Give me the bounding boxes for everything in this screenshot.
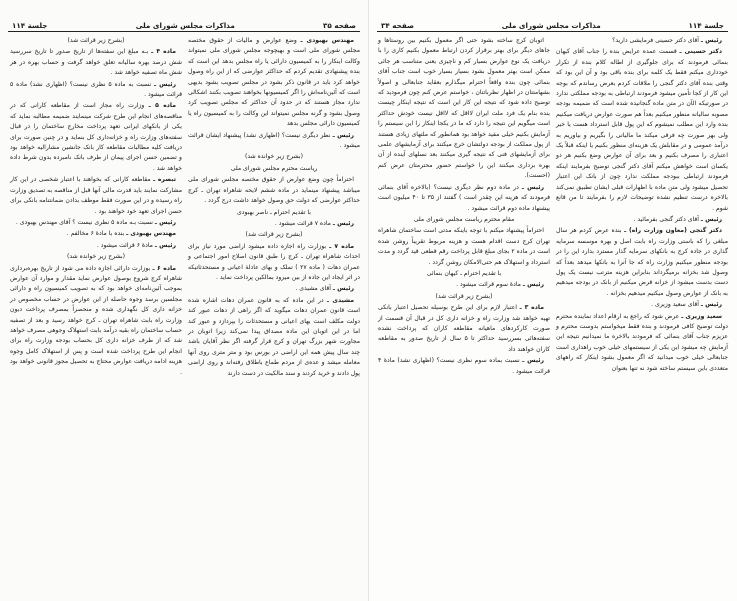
paragraph	[378, 356, 550, 377]
reading-note: ریاست محترم مجلس شورای ملی	[230, 164, 318, 172]
paragraph-text: وزارت راه مجاز است از مقاطعه کارانی که در مناقصه‌های انجام این طرح شرکت مینمایند ضمیمه مطالبه نماید که یکی از بانکهای ایرانی تعهد پرداخت مخارج ساختمان را در قبال سفته‌های وزارت راه و خزانه‌داری کل بنماید و در چنین صورت برای دریافت کلیه مطالبات مقاطعه کار بانک جانشین مشارالیه خواهد بود و تضمین حسن اجرای پیمان از طرف بانک نامبرده بدون شرط داده خواهد شد .	[10, 102, 182, 172]
paragraph	[10, 47, 182, 78]
speaker-label: رئیس ـ	[332, 285, 354, 293]
right-page-header	[377, 18, 728, 32]
speaker-label: رئیس ـ	[154, 241, 176, 249]
paragraph	[556, 47, 728, 214]
paragraph	[556, 300, 728, 310]
paragraph	[556, 215, 728, 225]
paragraph-text: مادهٔ سوم قرائت میشود .	[456, 281, 521, 289]
paragraph-text: وضع عوارض و مالیات از حقوق مختصه مجلس شورای ملی است و بهیچوجه مجلس شورای ملی نمیتواند وکالت اینکار را به کمیسیون دارائی یا راه مجلس بدهد این است که بنده پیشنهادی تقدیم کردم که حداکثر عوارضی که از این راه وصول خواهد کرد باید در قانون ذکر بشود در مجلس تصویب بشود بدیهی است که آئین‌نامه‌اش را اگر کمیسیونها بخواهند تصویب بکنند اشکالی ندارد مجاز هستند که در حدود آن حداکثر که مجلس تصویب کرد وصول بشود و گرنه مجلس نمیتواند این وکالت را به کمیسیون راه یا کمیسیون دارائی مجلس بدهد	[188, 37, 360, 128]
right-page-right-column	[556, 36, 728, 378]
speaker-label: رئیس ـ	[521, 183, 544, 191]
speaker-label: مهندس بهبودی ـ	[126, 230, 176, 238]
reading-note: (بشرح زیر قرائت شد)	[435, 292, 493, 300]
reading-note: (بشرح زیر قرائت شد)	[245, 231, 303, 239]
page-number: صفحه ۳۴	[381, 21, 414, 30]
paragraph-text: مقاطعه کارانی که بخواهند با اعتبار شخصی در این کار مشارکت نمایند باید قدرت مالی آنها قبل از مناقصه به تصدیق وزارت راه رسیده و در این صورت فقط موظف بدادن ضمانتنامه بانکی برای حسن اجرای تعهد خود خواهند بود .	[10, 176, 182, 215]
paragraph-text: بـه مبلغ این سفته‌ها از تاریخ صدور تا تاریخ سررسید شش درصد بهره سالیانه تعلق خواهد گرفت و حساب بهره در هر شش ماه تصفیه خواهد شد .	[10, 48, 182, 77]
reading-note: (بشرح زیر قرائت شد)	[67, 37, 125, 44]
paragraph-text: نسبت بـه ماده ۵ نظری نیست ؟ آقای مهندس بهبودی .	[15, 218, 153, 226]
speaker-label: دکتر گنجی (معاون وزارت راه) ـ	[624, 227, 723, 235]
paragraph	[188, 131, 360, 152]
speaker-label: رئیس ـ	[700, 37, 722, 44]
speaker-label: ماده ۵ ـ	[148, 102, 176, 110]
speaker-label: رئیس ـ	[154, 80, 177, 88]
left-page-header	[8, 18, 360, 32]
speaker-label: رئیس ـ	[700, 215, 722, 223]
paragraph-text: در این ماده که به قانون عمران دهات اشاره شده است قانون عمران دهات میگوید که اگر راهی از دهات عبور کند دولت مکلف است بهای اعیانی و مستحدثات را بپردازد و عبور کند اما در این اتوبان این ماده مصداق پیدا نمی‌کند زیرا اتوبان در مجاورت شهر بزرگ تهران و کرج قرار گرفته اگر نظر آقایان باشد چند سال پیش همه این اراضی در بورس بود و متر متری روی آنها معامله میشد و عده‌ی از مردم طماع باطلاق رفته‌اند و روی اراضی پول دادند و خرید کردند و سند مالکیت در دست دارند	[188, 296, 360, 377]
right-page-left-column	[378, 36, 550, 378]
paragraph	[188, 219, 360, 229]
paragraph-text: اتوبان کرج ساخته بشود حتی اگر معمول بکنیم بین روستاها و جاهای دیگر برای بهتر برقرار کردن ارتباط معمول بکنیم کاری را با دریافت یک نوع عوارض بسیار کم و ناچیزی یعنی متناسب هر جائی ممکن است بهتر معمول بشود بسیار بسیار خوب است جناب آقای بنمائی چون بنده واقعاً احترام میگذارم بعقاید جنابعالی و اصولاً بشهامتتان در اظهار نظرباتتان ، خواستم عرض کنم چون فرمودید که توضیح داده شود که نتیجه این کار این است که نتیجه اینکار چیست بنده بنام یک فرد ملت ایران لااقل که لااقل نیست خودش حداکثر است میگویم این نتیجه را دارد که ما در یکجا اینکار را این سیستم را آزمایش بکنیم خیلی مفید خواهد بود همانطور که ملتهای زیادی هستند از پول مملکت از بودجه دولتشان خرج میکنند برای آزمایشهای علمی برای آزمایشهای فنی که نتیجه گیری میکنند بعد نسلهای آینده از آن بهره برداری میکنند این را خواستم حضور محترمتان عرض کنم (احسنت).	[378, 37, 550, 180]
speaker-label: سعید وزیری ـ	[681, 312, 722, 320]
paragraph-text: آقای دکتر حسینی فرمایشی دارید؟	[612, 37, 699, 44]
paragraph	[188, 296, 360, 379]
running-title: مذاکرات مجلس شورای ملی	[135, 21, 235, 30]
paragraph-text: نظر دیگری نیست؟ (اظهاری نشد) پیشنهاد ایشان قرائت میشود .	[188, 131, 360, 150]
session-number: جلسة ۱۱۴	[12, 21, 48, 30]
paragraph	[378, 183, 550, 214]
reading-note: مقام محترم ریاست مجلس شورای ملی	[413, 215, 515, 223]
paragraph-text: بوزارت دارائی اجازه داده می شود از تاریخ بهره‌برداری شاهراه کرج شروع بوصول عوارض نماید مقدار و موارد آن عوارض بموجب آئین‌نامه‌ای خواهد بود که به تصویب کمیسیون راه و دارائی مجلسین برسد وجوه حاصله از این عوارض در حساب مخصوص در خزانه داری کل نگهداری شده و منحصراً بمصرف پرداخت دیون وزارت راه بابت شاهراه تهران ـ کرج خواهد رسید و بعد از تصفیه حساب ساختمان راه بقیه درآمد بابت استهلاک وجوهی مصرف خواهد شد که از طرف خزانه داری کل بحساب بودجه وزارت راه برای انجام این طرح پرداخت شده است و پس از استهلاک کامل وجوه هزینه ادامه دریافت عوارض محتاج به تحصیل مجوز قانونی خواهد بود .	[10, 264, 182, 376]
left-page-left-column	[10, 36, 182, 380]
paragraph-text: احتراماً چون وضع عوارض از حقوق مختصه مجلس شورای ملی میباشد پیشنهاد مینماید در ماده ششم لایحه شاهراه تهران ـ کرج حداکثر عوارضی که دولت حق وصول خواهد داشت درج گردد .	[188, 176, 360, 205]
speaker-label: رئیس ـ	[700, 301, 722, 309]
reading-note: (بشرح زیر خوانده شد)	[245, 153, 303, 161]
speaker-label: ماده ۷ ـ	[329, 242, 355, 250]
paragraph	[556, 36, 728, 46]
paragraph-text: ماده ۷ قرائت میشود .	[274, 219, 331, 227]
paragraph	[10, 101, 182, 174]
speaker-label: تبصره ـ	[153, 176, 177, 184]
paragraph	[378, 36, 550, 182]
page-number: صفحه ۳۵	[323, 21, 356, 30]
paragraph-text: عرض شود که راجع به ارقام اعداد نماینده محترم دولت توضیح کافی فرمودند و بنده فقط میخواستم بدوست محترم و عزیزم جناب آقای بنمائی که فرمودند بالاخره ما نمیدانیم نتیجه این آزمایش چه میشود این یکی از سیستمهای خیلی خوب راهداری است جنابعالی خیلی خوب میدانید که اگر معمول بشود اینکار که راههای متعددی باین سیستم ساخته شود نه تنها بعنوان	[556, 312, 728, 372]
speaker-label: رئیس ـ	[522, 281, 544, 289]
session-number: جلسة ۱۱۴	[688, 21, 724, 30]
paragraph	[378, 280, 550, 290]
paragraph	[10, 175, 182, 217]
left-page	[0, 0, 368, 601]
speaker-label: ماده ۳ ـ	[519, 304, 544, 312]
paragraph	[556, 312, 728, 374]
paragraph-text: بنده با مادهٔ ۶ مخالفم .	[66, 230, 125, 238]
signature-line: با تقدیم احترام ـ کیهان بنمائی	[426, 269, 502, 277]
running-title: مذاکرات مجلس شورای ملی	[501, 21, 601, 30]
paragraph	[10, 241, 182, 251]
speaker-label: مهندس بهبودی ـ	[300, 37, 354, 44]
paragraph	[188, 242, 360, 284]
paragraph-text: بنده عرض کردم هر سال مبلغی را که باستی وزارت راه بابت اصل و بهره موسسه سرمایه گذاری در جاده کرج به بانکهای سرمایه گذار مسترد بدارد این را در بودجه منظور میکنیم وزارت راه که جا آنرا به بانکها میدهد بعداً که وصول شد بخزانه برمیگرداند بنابراین هزینه مترتب نیست یک پول دست بدست میشود از خزانه قرض میکنیم از بانک در بودجه میدهیم به بانک از عوارض وصول میکنیم میدهیم بخزانه .	[556, 227, 728, 297]
speaker-label: رئیس ـ	[332, 219, 354, 227]
paragraph-text: قسمت عمده عرایض بنده را جناب آقای کیهان بنمائی فرمودند که برای جلوگیری از اطاله کلام بنده از تکرار خودداری میکنم فقط یک کلمه برای بنده باقی بود و آن این بود که وقتی بنده آقای دکتر گنجی را ملاقات کردم بعرض رساندم که بوجه این کار از کجا تأمین میشود فرمودند ارتباطی به بودجه مملکتی ندارد در صورتیکه الآن در متن ماده گنجانیده شده است که ضمیمه بودجه مصوبه سالیانه منظور میکنیم بعداً هم صورت عوارض دریافت میکنیم بنده وارد این مطلب نمیشوم که این پول قابل استرداد هست یا خیر ولی بهر صورت چه فرقی میکند ما مالیاتی را بگیریم و بیاوریم به درآمد عمومی و در مقابلش یک هزینه‌ای منظور بکنیم یا اینکه قبلاً یک اعتباری را مصرف بکنیم و بعد برای آن عوارض وضع بکنیم هر دو یکسان است خواهش میکنم آقای دکتر گنجی توضیح بفرمایند اینکه فرمودند ارتباطی ببودجه مملکت ندارد چون از بانک این اعتبار تحصیل میشود ولی متن ماده با اظهارات قبلی ایشان تطبیق نمی‌کند بالاخره درست تنظیم نشده توضیحات لازم را بفرمایند تا من قانع شوم .	[556, 48, 728, 212]
paragraph-text: بوزارت راه اجازه داده میشود اراضی مورد نیاز برای احداث شاهراه تهران ـ کرج را طبق قانون اصلاح امور اجتماعی و عمران دهات ( ماده ۲۷ ) تملک و بهای عادلهٔ اعیانی و مستحدثاتیکه در اثر ایجاد این جاده از بین میرود بمالکین پرداخت نماید .	[188, 242, 360, 281]
speaker-label: رئیس ـ	[154, 218, 176, 226]
paragraph	[188, 175, 360, 206]
signature-line: با تقدیم احترام ـ ناصر بهبودی	[237, 208, 311, 216]
paragraph-text: در ماده دوم نظر دیگری نیست؟ (بالاخره آقای بنمائی فرمودند که هزینه این چقدر است ) گفتند از ۳۵ تا ۴۰ میلیون است پیشنهاد ماده دوم قرائت میشود .	[378, 183, 550, 212]
paragraph	[556, 226, 728, 299]
paragraph	[10, 218, 182, 228]
paragraph-text: اعتبار لازم برای این طرح بوسیله تحصیل اعتبار بانکی تهیه خواهد شد وزارت راه و خزانه داری کل در قبال آن قسمت از صورت کارکردهای ماهیانه مقاطعه کاران که پرداخت نشده سفته‌هائی بسررسید حداکثر تا ۵ سال از تاریخ صدور به مقاطعه کاران خواهند داد	[378, 304, 550, 353]
paragraph	[188, 284, 360, 294]
paragraph	[10, 229, 182, 239]
paragraph	[10, 264, 182, 378]
right-page	[368, 0, 736, 601]
paragraph-text: احتراماً پیشنهاد میکنم با توجه باینکه مدتی است ساختمان شاهراه تهران کرج دست اقدام هست و هزینه مربوط تقریباً روشن شده است در ماده ۲ بجای مبلغ قابل پرداخت رقم قطعی قید گردد و مدت استرداد و استهلاک هم حتی‌الامکان روشن گردد .	[378, 227, 550, 266]
paragraph-text: مادهٔ ۶ قرائت میشود .	[96, 241, 153, 249]
paragraph	[188, 36, 360, 130]
left-page-right-column	[188, 36, 360, 380]
paragraph	[378, 226, 550, 268]
paragraph-text: نسبت به ماده ۵ نظری نیست؟ (اظهاری نشد) ماده ۵ قرائت میشود .	[10, 80, 182, 99]
speaker-label: دکتر حسینی ـ	[679, 48, 722, 56]
paragraph-text: نسبت بماده سوم نظری نیست؟ (اظهاری نشد) مادهٔ ۴ قرائت میشود .	[378, 357, 550, 375]
speaker-label: ماده ۶ ـ	[152, 264, 177, 272]
reading-note: (بشرح زیر خوانده شد)	[67, 253, 125, 261]
paragraph-text: آقای مشیدی .	[295, 285, 331, 293]
speaker-label: مشیدی ـ	[326, 296, 354, 304]
speaker-label: رئیس ـ	[332, 131, 354, 139]
speaker-label: رئیس ـ	[522, 357, 544, 365]
paragraph-text: آقای سعید وزیری .	[651, 301, 699, 309]
paragraph	[378, 303, 550, 355]
paragraph	[10, 80, 182, 101]
speaker-label: ماده ۴ ـ	[151, 48, 176, 56]
paragraph-text: آقای دکتر گنجی بفرمائید .	[633, 215, 699, 223]
